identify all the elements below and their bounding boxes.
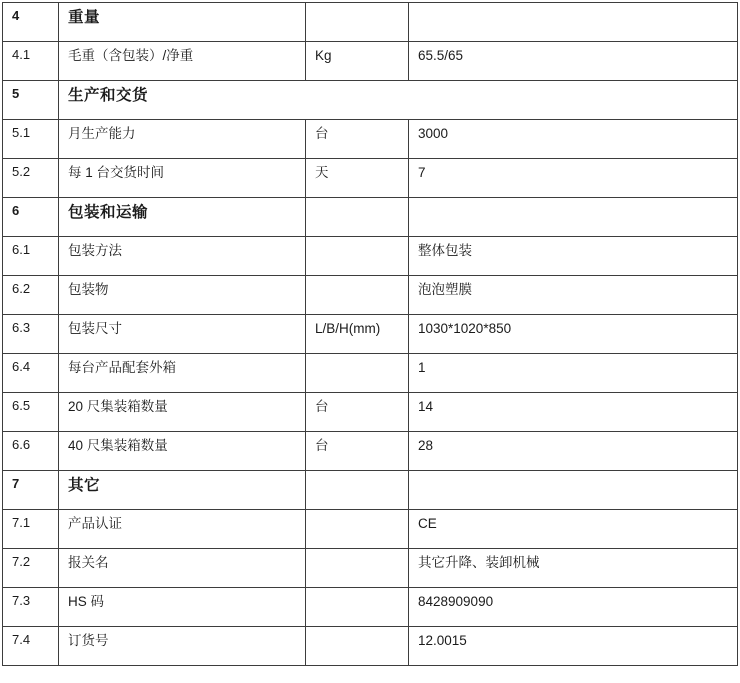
value-cell: 65.5/65 [409,42,738,81]
value-cell [409,3,738,42]
table-row-section-packing [3,198,738,237]
item-cell: 报关名 [59,549,306,588]
unit-cell: 台 [306,393,409,432]
row-number-cell: 6.4 [3,354,59,393]
value-cell [409,471,738,510]
section-title-cell: 其它 [59,471,306,510]
value-cell: 12.0015 [409,627,738,666]
section-title-cell: 重量 [59,3,306,42]
value-cell: 7 [409,159,738,198]
product-spec-table [2,2,738,666]
table-row-section-weight [3,3,738,42]
unit-cell: 天 [306,159,409,198]
value-cell: 28 [409,432,738,471]
unit-cell [306,510,409,549]
value-cell: CE [409,510,738,549]
value-cell: 3000 [409,120,738,159]
table-row [3,42,738,81]
table-row [3,432,738,471]
item-cell: 包装物 [59,276,306,315]
row-number-cell: 7.1 [3,510,59,549]
table-row [3,510,738,549]
row-number-cell: 6.6 [3,432,59,471]
row-number-cell: 6.2 [3,276,59,315]
table-row [3,276,738,315]
value-cell: 1030*1020*850 [409,315,738,354]
item-cell: 20 尺集装箱数量 [59,393,306,432]
unit-cell: L/B/H(mm) [306,315,409,354]
row-number-cell: 7.2 [3,549,59,588]
unit-cell: 台 [306,432,409,471]
item-cell: HS 码 [59,588,306,627]
row-number-cell: 6.1 [3,237,59,276]
unit-cell [306,471,409,510]
table-row [3,588,738,627]
item-cell: 40 尺集装箱数量 [59,432,306,471]
row-number-cell: 7.3 [3,588,59,627]
section-title-cell: 包装和运输 [59,198,306,237]
row-number-cell: 5.2 [3,159,59,198]
value-cell: 14 [409,393,738,432]
unit-cell [306,627,409,666]
value-cell: 1 [409,354,738,393]
table-row [3,237,738,276]
row-number-cell: 7.4 [3,627,59,666]
table-row [3,549,738,588]
table-row [3,120,738,159]
item-cell: 产品认证 [59,510,306,549]
table-row [3,159,738,198]
value-cell: 8428909090 [409,588,738,627]
item-cell: 包装尺寸 [59,315,306,354]
table-row-section-other [3,471,738,510]
unit-cell: Kg [306,42,409,81]
unit-cell [306,3,409,42]
unit-cell [306,588,409,627]
section-title-cell: 生产和交货 [59,81,738,120]
row-number-cell: 6.5 [3,393,59,432]
table-row [3,354,738,393]
table-row-section-production [3,81,738,120]
value-cell: 整体包装 [409,237,738,276]
value-cell [409,198,738,237]
unit-cell: 台 [306,120,409,159]
unit-cell [306,276,409,315]
item-cell: 每台产品配套外箱 [59,354,306,393]
item-cell: 订货号 [59,627,306,666]
table-row [3,393,738,432]
item-cell: 每 1 台交货时间 [59,159,306,198]
row-number-cell: 4.1 [3,42,59,81]
row-number-cell: 5 [3,81,59,120]
item-cell: 月生产能力 [59,120,306,159]
row-number-cell: 6 [3,198,59,237]
table-row [3,315,738,354]
row-number-cell: 7 [3,471,59,510]
row-number-cell: 4 [3,3,59,42]
unit-cell [306,354,409,393]
row-number-cell: 6.3 [3,315,59,354]
value-cell: 泡泡塑膜 [409,276,738,315]
row-number-cell: 5.1 [3,120,59,159]
unit-cell [306,549,409,588]
unit-cell [306,198,409,237]
item-cell: 包装方法 [59,237,306,276]
table-row [3,627,738,666]
item-cell: 毛重（含包装）/净重 [59,42,306,81]
unit-cell [306,237,409,276]
value-cell: 其它升降、装卸机械 [409,549,738,588]
